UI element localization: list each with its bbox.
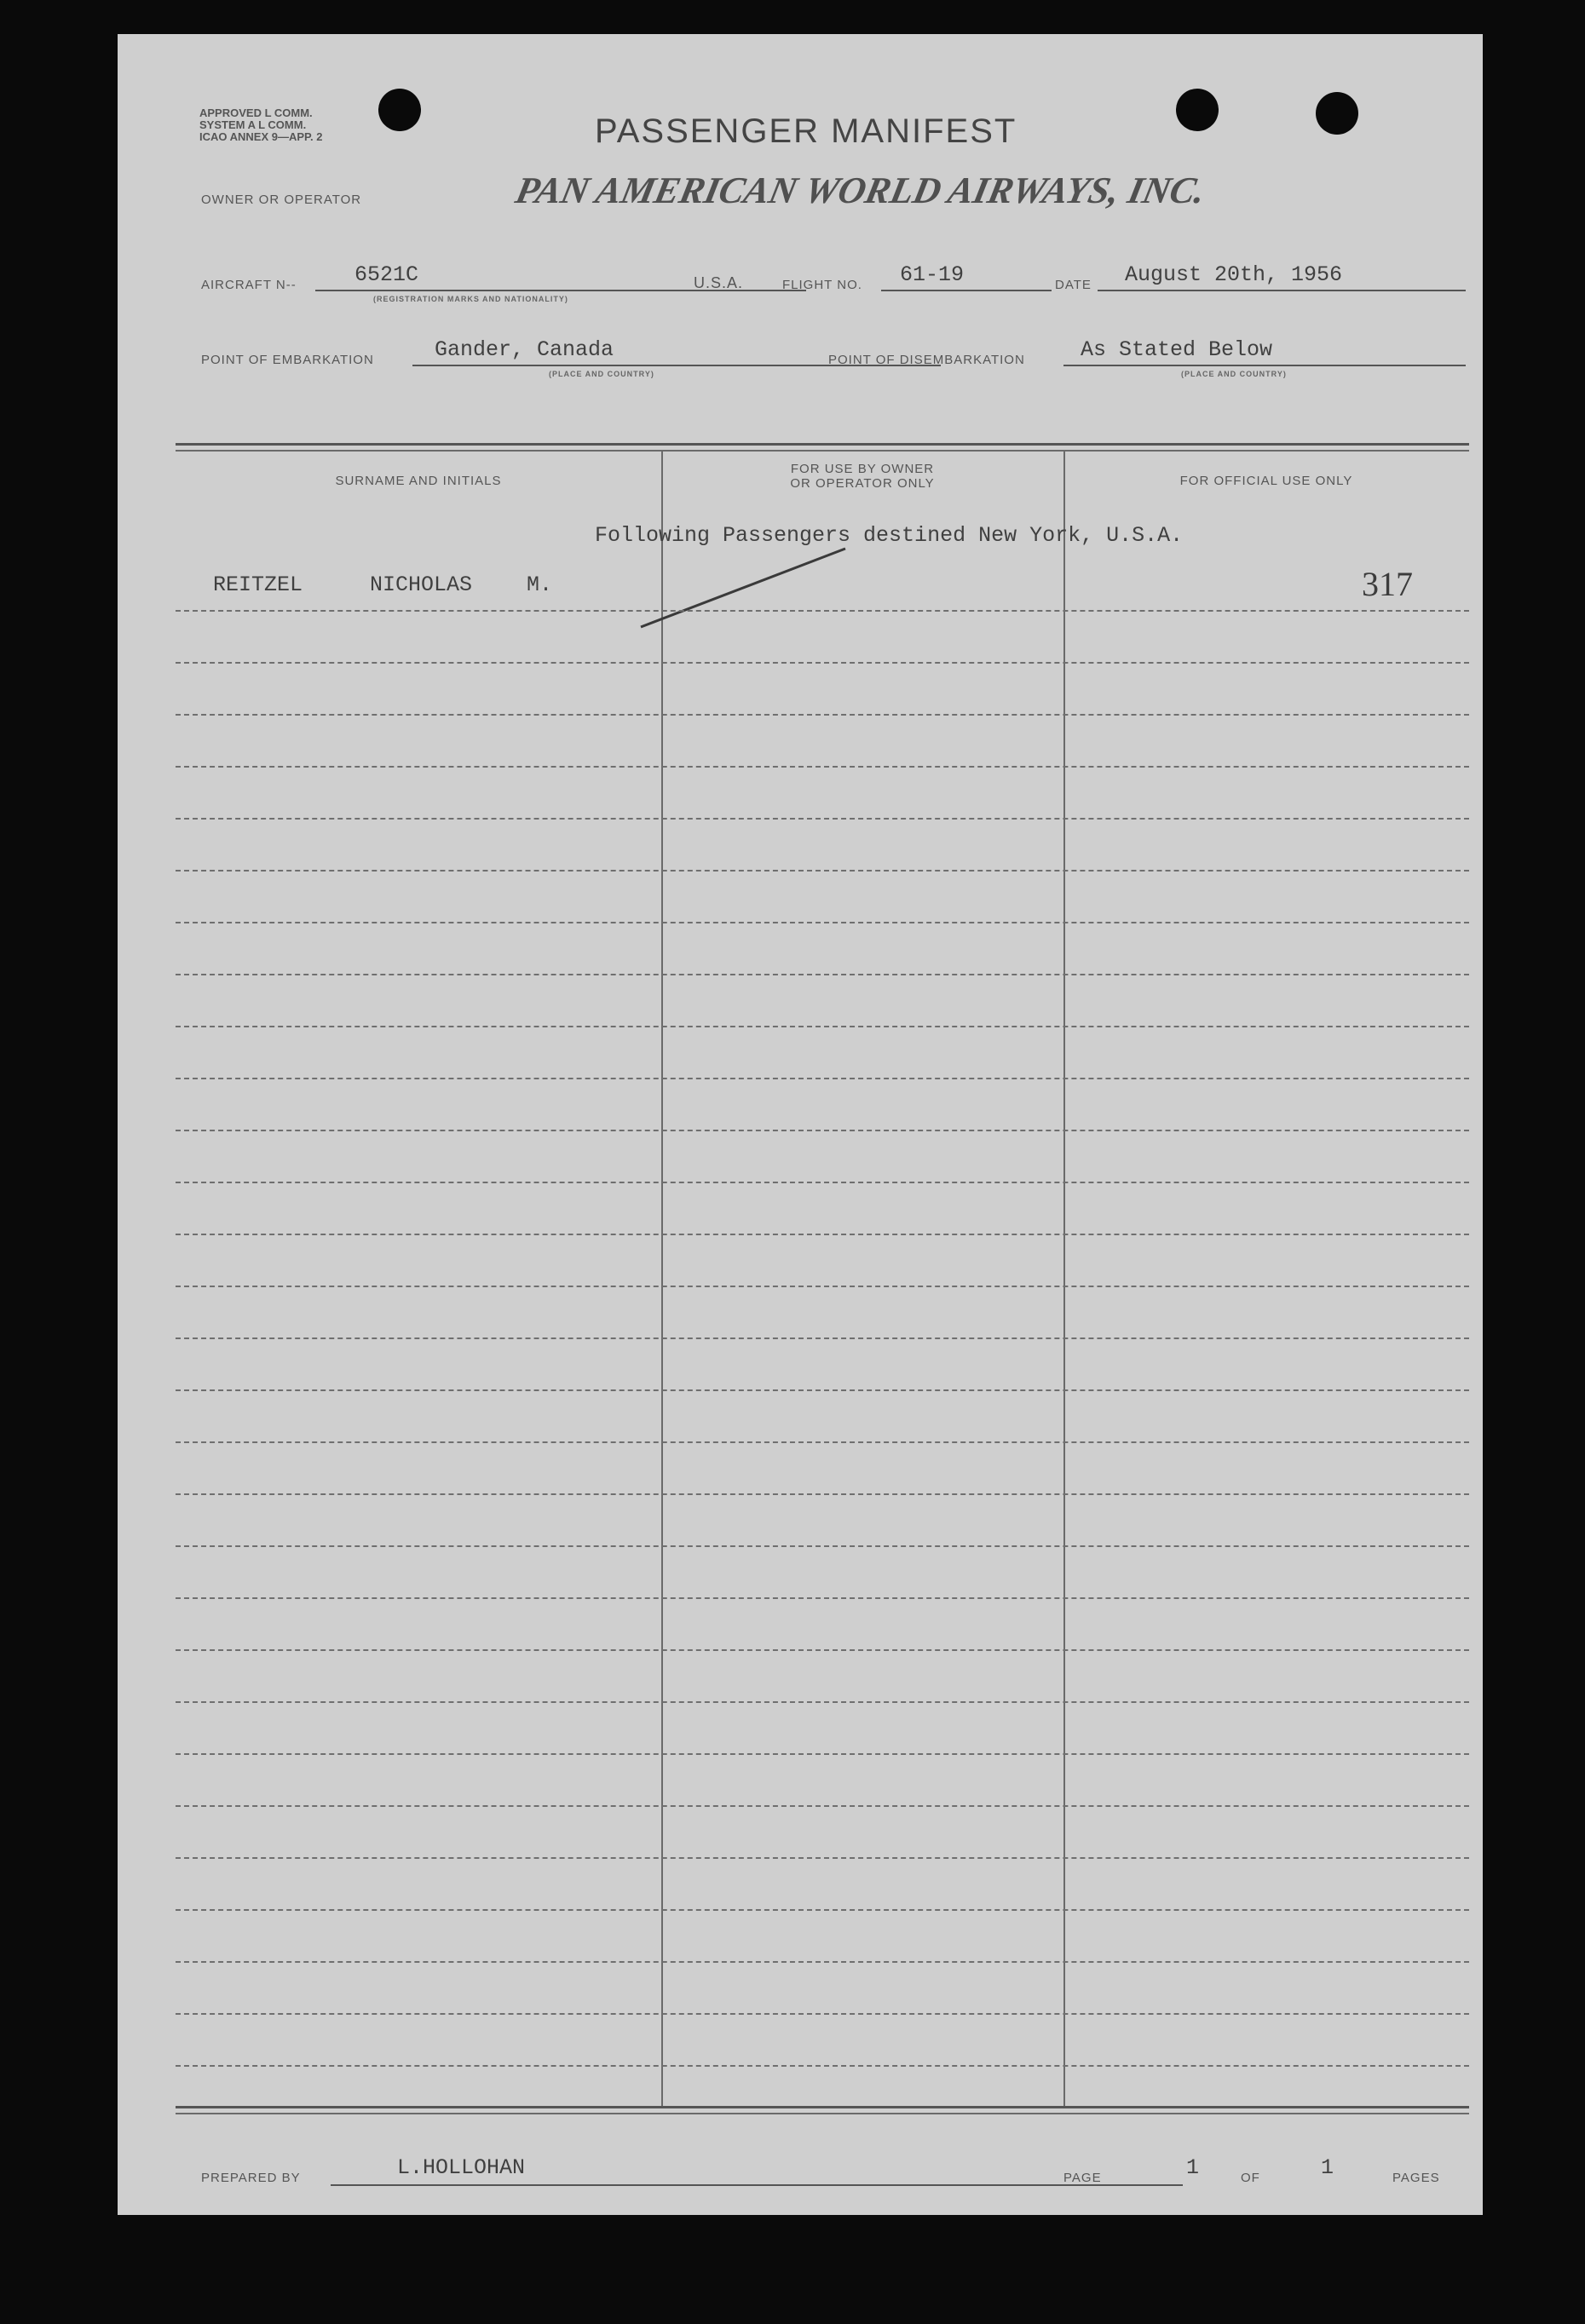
flight-label: FLIGHT NO. [782,278,862,292]
flight-value: 61-19 [900,262,965,287]
row-rule [176,714,1469,716]
owner-label: OWNER OR OPERATOR [201,193,362,207]
date-underline [1098,290,1466,291]
row-rule [176,766,1469,768]
row-rule [176,1078,1469,1079]
row-rule [176,1182,1469,1183]
row-rule [176,870,1469,872]
row-rule [176,1026,1469,1027]
pen-stroke [637,545,850,630]
row-rule [176,1649,1469,1651]
prepared-by-value: L.HOLLOHAN [397,2155,526,2180]
passenger-initial: M. [527,572,553,597]
row-rule [176,662,1469,664]
table-bottom-rule [176,2106,1469,2108]
row-rule [176,1753,1469,1755]
disembarkation-label: POINT OF DISEMBARKATION [828,353,1025,367]
table-top-rule [176,443,1469,446]
embarkation-label: POINT OF EMBARKATION [201,353,374,367]
flight-underline [881,290,1052,291]
disembarkation-value: As Stated Below [1081,337,1273,362]
destination-note: Following Passengers destined New York, U.S.A. [595,523,1184,548]
row-rule [176,1805,1469,1807]
row-rule [176,1597,1469,1599]
manifest-page [118,34,1483,2215]
owner-value: PAN AMERICAN WORLD AIRWAYS, INC. [511,170,1209,211]
row-rule [176,922,1469,923]
punch-hole [1176,89,1219,131]
punch-hole [1316,92,1358,135]
registration-note: (REGISTRATION MARKS AND NATIONALITY) [373,295,568,303]
row-rule [176,818,1469,820]
row-rule [176,1441,1469,1443]
embarkation-note: (PLACE AND COUNTRY) [549,370,654,378]
table-bottom-rule [176,2113,1469,2114]
date-value: August 20th, 1956 [1125,262,1343,287]
date-label: DATE [1055,278,1092,292]
row-rule [176,610,1469,612]
row-rule [176,1909,1469,1911]
punch-hole [378,89,421,131]
row-rule [176,1337,1469,1339]
row-rule [176,974,1469,975]
passenger-surname: REITZEL [213,572,303,597]
prepared-by-label: PREPARED BY [201,2171,301,2185]
row-rule [176,1493,1469,1495]
page-label: PAGE [1063,2171,1102,2185]
column-header-surname: SURNAME AND INITIALS [335,474,502,488]
usa-label: U.S.A. [694,274,744,291]
of-value: 1 [1321,2155,1334,2180]
row-rule [176,2013,1469,2015]
table-top-rule [176,450,1469,452]
column-header-operator: FOR USE BY OWNER OR OPERATOR ONLY [790,462,935,491]
row-rule [176,1701,1469,1703]
row-rule [176,1130,1469,1131]
row-rule [176,1961,1469,1963]
row-rule [176,1234,1469,1235]
page-value: 1 [1186,2155,1200,2180]
disembarkation-note: (PLACE AND COUNTRY) [1181,370,1287,378]
aircraft-label: AIRCRAFT N-- [201,278,297,292]
pages-label: PAGES [1392,2171,1440,2185]
prepared-by-underline [331,2184,1183,2186]
official-number: 317 [1362,565,1413,603]
form-title: PASSENGER MANIFEST [595,112,1017,150]
column-header-official: FOR OFFICIAL USE ONLY [1179,474,1353,488]
of-label: OF [1241,2171,1260,2185]
approval-note: APPROVED L COMM. SYSTEM A L COMM. ICAO ANNEX 9—APP. 2 [199,106,323,143]
row-rule [176,1286,1469,1287]
row-rule [176,1545,1469,1547]
disembarkation-underline [1063,365,1466,366]
row-rule [176,1389,1469,1391]
row-rule [176,2065,1469,2067]
aircraft-value: 6521C [354,262,419,287]
row-rule [176,1857,1469,1859]
embarkation-value: Gander, Canada [435,337,614,362]
passenger-given-name: NICHOLAS [370,572,473,597]
